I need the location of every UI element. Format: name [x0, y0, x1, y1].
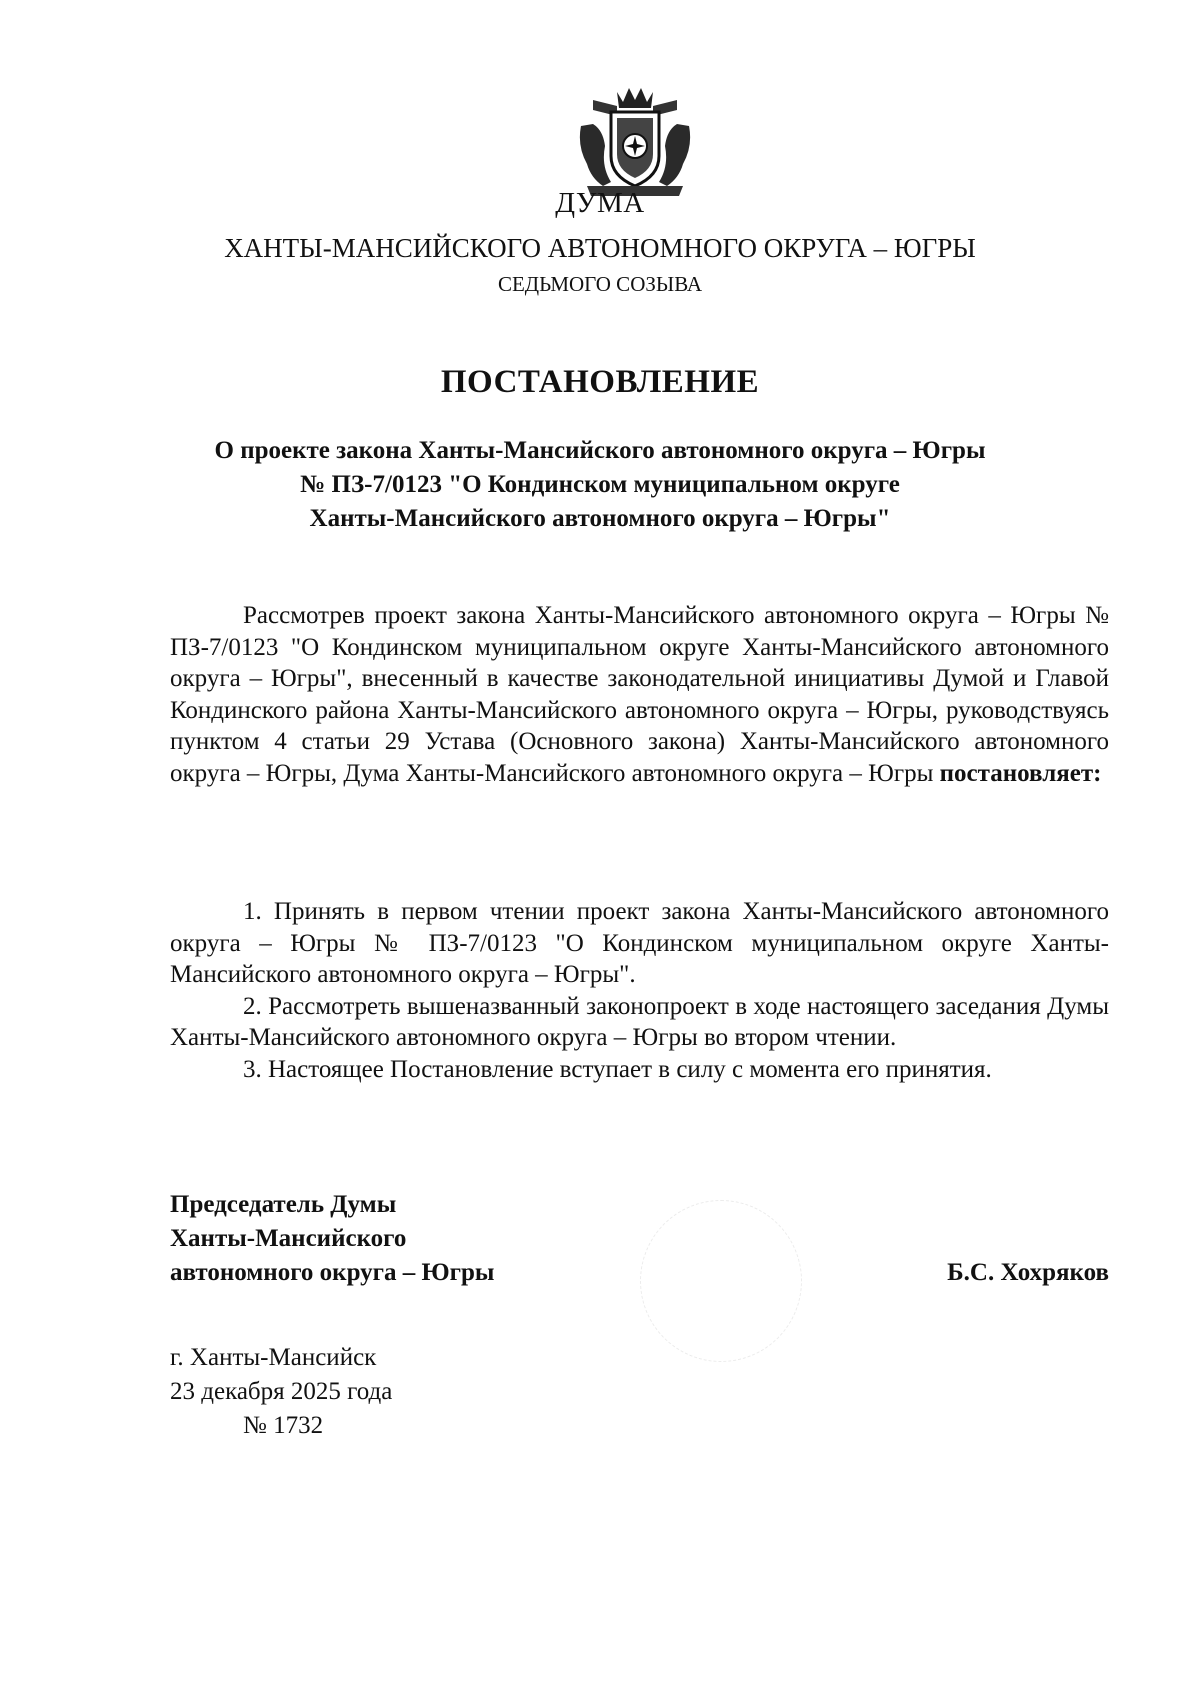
resolution-item: 3. Настоящее Постановление вступает в силу с момента его принятия.: [243, 1055, 992, 1083]
subject-line: Ханты-Мансийского автономного округа – Югры": [309, 505, 891, 532]
document-number: № 1732: [243, 1412, 324, 1439]
document-type-heading: ПОСТАНОВЛЕНИЕ: [440, 364, 760, 400]
signatory-position: [170, 1188, 690, 1290]
signatory-position-line: Ханты-Мансийского: [170, 1225, 407, 1252]
subject-line: № ПЗ-7/0123 "О Кондинском муниципальном округе: [300, 471, 900, 498]
resolution-items: [170, 896, 1109, 1085]
preamble-text: Рассмотрев проект закона Ханты-Мансийского автономного округа – Югры № ПЗ-7/0123 "О Кондинском муниципальном округе Ханты-Мансийского автономного округа – Югры", внесенный в качестве законодательной инициативы Думой и Главой Кондинского района Ханты-Мансийского автономного округа – Югры, руководствуясь пунктом 4 статьи 29 Устава (Основного закона) Ханты-Мансийского автономного округа – Югры, Дума Ханты-Мансийского автономного округа – Югры: [170, 602, 1109, 787]
date: 23 декабря 2025 года: [170, 1378, 393, 1405]
signatory-name: Б.С. Хохряков: [947, 1259, 1109, 1286]
signatory-position-line: автономного округа – Югры: [170, 1259, 495, 1286]
convocation: СЕДЬМОГО СОЗЫВА: [497, 272, 703, 296]
resolution-item: 1. Принять в первом чтении проект закона Ханты-Мансийского автономного округа – Югры № ПЗ-7/0123 "О Кондинском муниципальном округе Ханты-Мансийского автономного округа – Югры".: [170, 898, 1109, 988]
subject-line: О проекте закона Ханты-Мансийского автономного округа – Югры: [214, 437, 986, 464]
org-title: ДУМА: [555, 187, 645, 219]
resolves-word: постановляет:: [939, 759, 1102, 787]
place: г. Ханты-Мансийск: [170, 1344, 377, 1371]
resolution-item: 2. Рассмотреть вышеназванный законопроект в ходе настоящего заседания Думы Ханты-Мансийского автономного округа – Югры во втором чтении.: [170, 992, 1109, 1051]
org-name: ХАНТЫ-МАНСИЙСКОГО АВТОНОМНОГО ОКРУГА – ЮГРЫ: [224, 233, 976, 263]
coat-of-arms-icon: [573, 86, 697, 198]
signatory-position-line: Председатель Думы: [170, 1191, 397, 1218]
preamble-paragraph: [170, 600, 1109, 789]
preamble: [170, 600, 1109, 789]
